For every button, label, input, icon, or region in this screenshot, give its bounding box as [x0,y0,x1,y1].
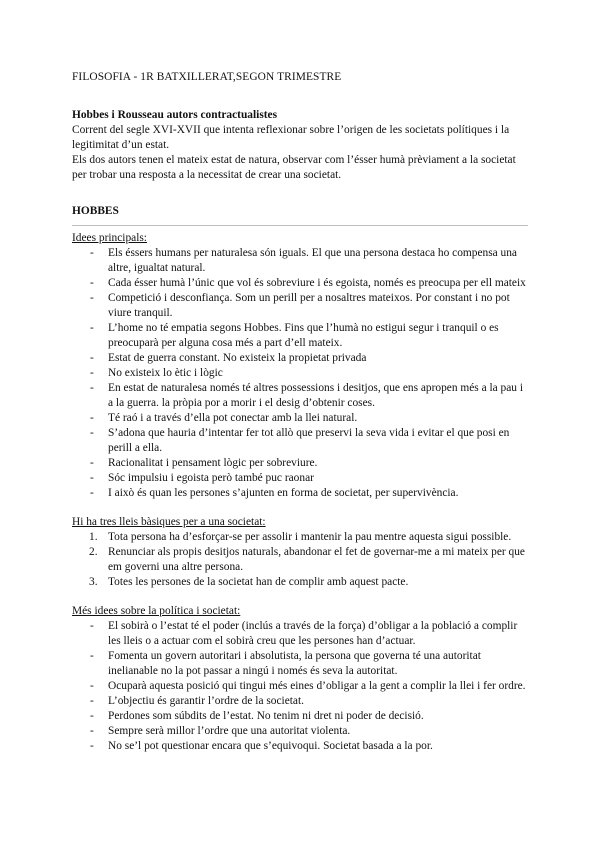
list-item [72,709,528,724]
section-heading-hobbes: HOBBES [72,205,119,217]
section-divider [72,225,528,226]
list-item [72,724,528,739]
list-item [72,291,528,321]
list-item [72,694,528,709]
list-item [72,486,528,501]
document-header: FILOSOFIA - 1R BATXILLERAT,SEGON TRIMESTRE [72,71,342,83]
dash-bullet: - [90,695,94,707]
dash-bullet: - [90,412,94,424]
list-item-text: Sóc impulsiu i egoista però també puc raonar [108,472,314,484]
list-item-text: Els éssers humans per naturalesa són iguals. El que una persona destaca ho compensa una altre, igualtat natural. [108,247,517,274]
list-item [72,276,528,291]
list-item-text: Competició i desconfiança. Som un perill per a nosaltres mateixos. Por constant i no pot viure tranquil. [108,292,510,319]
list-item-text: Sempre serà millor l’ordre que una autoritat violenta. [108,725,351,737]
list-item-text: Té raó i a través d’ella pot conectar amb la llei natural. [108,412,358,424]
document-page [72,70,528,754]
politics-heading: Més idees sobre la política i societat: [72,605,241,617]
list-item [72,246,528,276]
laws-list [72,530,528,590]
list-item [72,456,528,471]
list-item [72,575,528,590]
dash-bullet: - [90,292,94,304]
dash-bullet: - [90,650,94,662]
dash-bullet: - [90,247,94,259]
list-item-text: L’objectiu és garantir l’ordre de la societat. [108,695,304,707]
list-item-text: L’home no té empatia segons Hobbes. Fins que l’humà no estigui segur i tranquil o es preocuparà per alguna cosa més a part d’ell mateix. [108,322,499,349]
list-item-text: Renunciar als propis desitjos naturals, abandonar el fet de governar-me a mi mateix per que em governi una altre persona. [108,546,525,573]
list-item-text: No existeix lo ètic i lògic [108,367,223,379]
dash-bullet: - [90,277,94,289]
list-item [72,739,528,754]
list-item-text: S’adona que hauria d’intentar fer tot allò que preservi la seva vida i evitar el que posi en perill a ella. [108,427,510,454]
number-marker: 3. [89,576,98,588]
list-item-text: Cada ésser humà l’únic que vol és sobreviure i és egoista, només es preocupa per ell mateix [108,277,526,289]
list-item-text: I això és quan les persones s’ajunten en forma de societat, per supervivència. [108,487,459,499]
list-item [72,411,528,426]
dash-bullet: - [90,680,94,692]
dash-bullet: - [90,710,94,722]
list-item [72,679,528,694]
dash-bullet: - [90,740,94,752]
list-item [72,351,528,366]
number-marker: 1. [89,531,98,543]
list-item-text: Fomenta un govern autoritari i absolutista, la persona que governa té una autoritat inelianable no la pot passar a ningú i només és seva la autoritat. [108,650,481,677]
list-item-text: Totes les persones de la societat han de complir amb aquest pacte. [108,576,409,588]
number-marker: 2. [89,546,98,558]
dash-bullet: - [90,427,94,439]
list-item-text: En estat de naturalesa només té altres possessions i desitjos, que ens apropen més a la pau i a la guerra. la pròpia por a morir i el desig d’obtenir coses. [108,382,524,409]
list-item [72,381,528,411]
list-item-text: No se’l pot questionar encara que s’equivoqui. Societat basada a la por. [108,740,433,752]
ideas-list [72,246,528,501]
list-item [72,619,528,649]
list-item-text: Ocuparà aquesta posició qui tingui més eines d’obligar a la gent a complir la llei i fer ordre. [108,680,526,692]
politics-list [72,619,528,754]
list-item [72,530,528,545]
list-item-text: Tota persona ha d’esforçar-se per assolir i mantenir la pau mentre aquesta sigui possible. [108,531,512,543]
dash-bullet: - [90,382,94,394]
list-item-text: Estat de guerra constant. No existeix la propietat privada [108,352,367,364]
dash-bullet: - [90,487,94,499]
list-item [72,321,528,351]
list-item [72,649,528,679]
list-item-text: El sobirà o l’estat té el poder (inclús a través de la força) d’obligar a la població a complir les lleis o a actuar com el sobirà creu que les persones han d’actuar. [108,620,518,647]
dash-bullet: - [90,352,94,364]
document-title: Hobbes i Rousseau autors contractualistes [72,109,278,121]
dash-bullet: - [90,457,94,469]
list-item [72,545,528,575]
intro-paragraph-1: Corrent del segle XVI-XVII que intenta reflexionar sobre l’origen de les societats polítiques i la legitimitat d’un estat. [72,124,510,151]
intro-paragraph-2: Els dos autors tenen el mateix estat de natura, observar com l’ésser humà prèviament a la societat per trobar una resposta a la necessitat de crear una societat. [72,154,516,181]
laws-heading: Hi ha tres lleis bàsiques per a una societat: [72,516,266,528]
ideas-heading: Idees principals: [72,232,147,244]
dash-bullet: - [90,472,94,484]
dash-bullet: - [90,725,94,737]
list-item [72,426,528,456]
dash-bullet: - [90,322,94,334]
list-item-text: Perdones som súbdits de l’estat. No tenim ni dret ni poder de decisió. [108,710,424,722]
list-item [72,471,528,486]
dash-bullet: - [90,620,94,632]
list-item-text: Racionalitat i pensament lògic per sobreviure. [108,457,318,469]
list-item [72,366,528,381]
dash-bullet: - [90,367,94,379]
